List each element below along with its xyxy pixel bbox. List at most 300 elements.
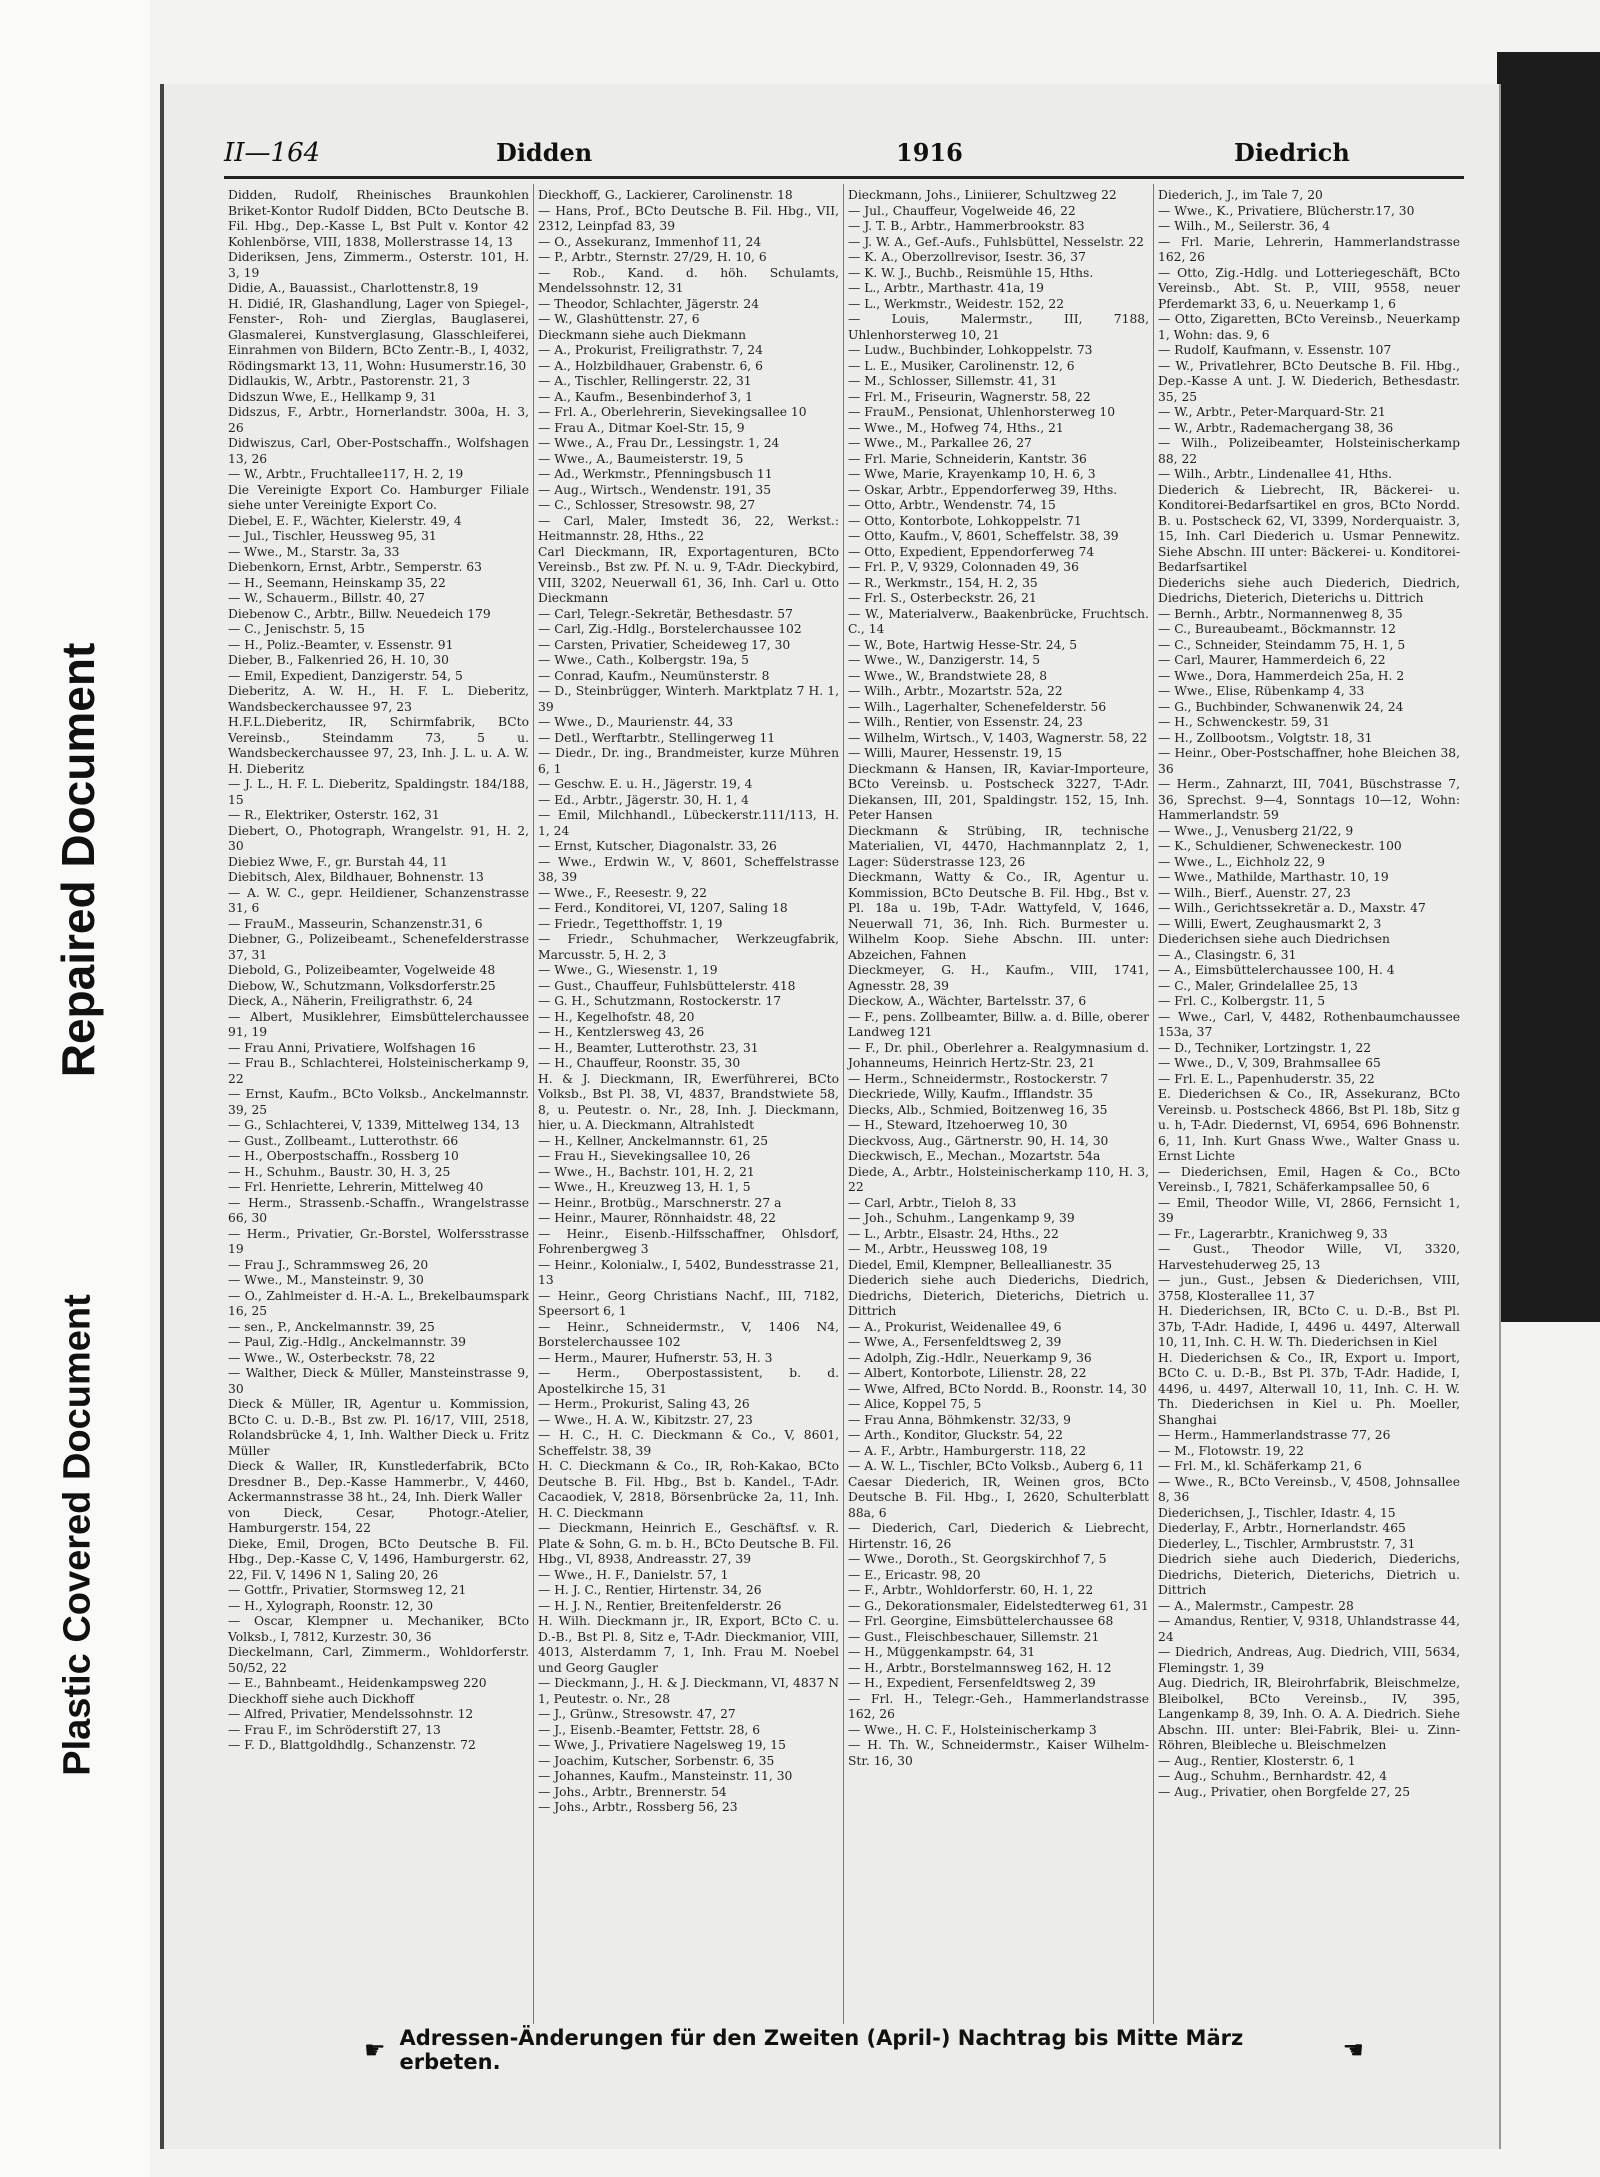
directory-entry: Didwiszus, Carl, Ober-Postschaffn., Wolfshagen 13, 26 [228,436,529,466]
directory-entry: Diedel, Emil, Klempner, Belleallianestr. 35 [848,1257,1113,1272]
directory-entry: — Carl, Maler, Imstedt 36, 22, Werkst.: Heitmannstr. 28, Hths., 22 [538,513,839,543]
directory-entry: Dieckmann siehe auch Diekmann [538,327,747,342]
directory-entry: — H., Müggenkampstr. 64, 31 [848,1645,1036,1659]
directory-entry: — Wwe., H., Bachstr. 101, H. 2, 21 [538,1164,755,1179]
directory-column-4 [1154,184,1464,2024]
directory-entry: — W., Materialverw., Baakenbrücke, Fruchtsch. C., 14 [848,606,1149,636]
directory-entry: — Wwe., H. F., Danielstr. 57, 1 [538,1567,729,1582]
directory-entry: — H., Beamter, Lutterothstr. 23, 31 [538,1040,759,1055]
directory-entry: — Wilh., Gerichtssekretär a. D., Maxstr. 47 [1158,901,1426,915]
directory-entry: — Carl, Maurer, Hammerdeich 6, 22 [1158,653,1386,667]
directory-entry: — Aug., Privatier, ohen Borgfelde 27, 25 [1158,1784,1411,1799]
directory-entry: — Carl, Arbtr., Tieloh 8, 33 [848,1195,1017,1210]
directory-entry: — A., Holzbildhauer, Grabenstr. 6, 6 [538,358,763,373]
directory-entry: H. Wilh. Dieckmann jr., IR, Export, BCto C. u. D.-B., Bst Pl. 8, Sitz e, T-Adr. Dieckmanior, VIII, 4013, Alsterdamm 7, 1, Inh. Frau M. Noebel und Georg Gaugler [538,1614,839,1675]
directory-entry: — Joachim, Kutscher, Sorbenstr. 6, 35 [538,1753,775,1768]
directory-entry: — Herm., Prokurist, Saling 43, 26 [538,1397,750,1411]
directory-entry: — Emil, Milchhandl., Lübeckerstr.111/113, H. 1, 24 [538,808,839,838]
directory-entry: Diebiez Wwe, F., gr. Burstah 44, 11 [228,854,448,869]
directory-entry: — Herm., Zahnarzt, III, 7041, Büschstrasse 7, 36, Sprechst. 9—4, Sonntags 10—12, Wohn: Hammerlandstr. 59 [1158,777,1460,822]
directory-entry: Dieckhoff, G., Lackierer, Carolinenstr. 18 [538,188,793,202]
directory-entry: — Dieckmann, J., H. & J. Dieckmann, VI, 4837 N 1, Peutestr. o. Nr., 28 [538,1676,839,1706]
directory-entry: — H. Th. W., Schneidermstr., Kaiser Wilhelm-Str. 16, 30 [848,1738,1149,1768]
directory-entry: — Wwe., M., Parkallee 26, 27 [848,436,1032,450]
directory-entry: — Herm., Privatier, Gr.-Borstel, Wolfersstrasse 19 [228,1226,529,1256]
directory-entry: Diebow, W., Schutzmann, Volksdorferstr.25 [228,978,496,993]
directory-entry: — Johannes, Kaufm., Mansteinstr. 11, 30 [538,1769,793,1783]
directory-entry: — G. H., Schutzmann, Rostockerstr. 17 [538,994,782,1008]
directory-entry: — Wwe., W., Danzigerstr. 14, 5 [848,653,1041,667]
directory-entry: — Frl. Marie, Lehrerin, Hammerlandstrasse 162, 26 [1158,234,1460,264]
footer-notice [364,2026,1364,2074]
directory-entry: — K. A., Oberzollrevisor, Isestr. 36, 37 [848,250,1086,264]
directory-entry: — H. C., H. C. Dieckmann & Co., V, 8601, Scheffelstr. 38, 39 [538,1428,839,1458]
directory-entry: — W., Schauerm., Billstr. 40, 27 [228,591,425,605]
directory-entry: Didie, A., Bauassist., Charlottenstr.8, 19 [228,281,479,295]
directory-entry: — FrauM., Pensionat, Uhlenhorsterweg 10 [848,405,1116,419]
directory-entry: — Wwe., H. A. W., Kibitzstr. 27, 23 [538,1412,753,1427]
directory-entry: — Wwe., M., Starstr. 3a, 33 [228,544,400,559]
directory-entry: — J. L., H. F. L. Dieberitz, Spaldingstr. 184/188, 15 [228,777,529,807]
directory-entry: Dieckhoff siehe auch Dickhoff [228,1691,415,1706]
directory-entry: Diebel, E. F., Wächter, Kielerstr. 49, 4 [228,513,462,528]
directory-entry: — G., Buchbinder, Schwanenwik 24, 24 [1158,699,1404,714]
directory-entry: — Herm., Hammerlandstrasse 77, 26 [1158,1428,1391,1442]
pointing-hand-left-icon: ☛ [364,2036,386,2064]
right-guide-word: Diedrich [1234,138,1350,167]
repaired-document-label: Repaired Document [52,642,104,1078]
directory-entry: Didlaukis, W., Arbtr., Pastorenstr. 21, 3 [228,374,471,388]
directory-entry: — Alice, Koppel 75, 5 [848,1397,982,1411]
directory-entry: — A., Prokurist, Freiligrathstr. 7, 24 [538,343,763,357]
directory-entry: — H., Oberpostschaffn., Rossberg 10 [228,1149,459,1163]
directory-entry: — Wilh., Arbtr., Mozartstr. 52a, 22 [848,684,1063,698]
directory-entry: — A., Eimsbüttelerchaussee 100, H. 4 [1158,963,1395,977]
directory-entry: — Otto, Kontorbote, Lohkoppelstr. 71 [848,513,1082,528]
page-reference: II—164 [224,138,321,168]
directory-entry: Dieckvoss, Aug., Gärtnerstr. 90, H. 14, 30 [848,1133,1109,1148]
directory-entry: Dieber, B., Falkenried 26, H. 10, 30 [228,653,449,667]
directory-entry: — FrauM., Masseurin, Schanzenstr.31, 6 [228,916,483,931]
directory-entry: — Otto, Expedient, Eppendorferweg 74 [848,544,1095,559]
directory-entry: Dieckmeyer, G. H., Kaufm., VIII, 1741, Agnesstr. 28, 39 [848,963,1149,993]
directory-entry: — Johs., Arbtr., Rossberg 56, 23 [538,1800,738,1814]
directory-entry: — Otto, Arbtr., Wendenstr. 74, 15 [848,498,1056,512]
directory-entry: — Oskar, Arbtr., Eppendorferweg 39, Hths. [848,482,1118,497]
directory-entry: — H., Expedient, Fersenfeldtsweg 2, 39 [848,1676,1096,1690]
directory-column-1 [224,184,534,2024]
directory-entry: — Herm., Schneidermstr., Rostockerstr. 7 [848,1071,1109,1086]
directory-entry: — Carsten, Privatier, Scheideweg 17, 30 [538,637,791,652]
sidebar [0,0,150,2177]
directory-entry: — Jul., Tischler, Heussweg 95, 31 [228,529,437,543]
directory-entry: — H., Zollbootsm., Volgtstr. 18, 31 [1158,730,1373,745]
directory-entry: — O., Zahlmeister d. H.-A. L., Brekelbaumspark 16, 25 [228,1288,529,1318]
directory-entry: — Heinr., Brotbüg., Marschnerstr. 27 a [538,1195,782,1210]
directory-entry: Diederichsen siehe auch Diedrichsen [1158,932,1390,946]
directory-entry: — C., Maler, Grindelallee 25, 13 [1158,978,1358,993]
directory-entry: — Friedr., Schuhmacher, Werkzeugfabrik, Marcusstr. 5, H. 2, 3 [538,932,839,962]
directory-entry: — Wwe., M., Mansteinstr. 9, 30 [228,1273,424,1287]
directory-entry: — Arth., Konditor, Gluckstr. 54, 22 [848,1428,1063,1442]
directory-entry: Carl Dieckmann, IR, Exportagenturen, BCto Vereinsb., Bst zw. Pf. N. u. 9, T-Adr. Dieckybird, VIII, 3202, Neuerwall 61, 36, Inh. Carl u. Otto Dieckmann [538,544,839,605]
directory-entry: Diebold, G., Polizeibeamter, Vogelweide 48 [228,963,496,977]
directory-entry: — D., Techniker, Lortzingstr. 1, 22 [1158,1040,1372,1055]
directory-entry: Didden, Rudolf, Rheinisches Braunkohlen Briket-Kontor Rudolf Didden, BCto Deutsche B. Fil. Hbg., Dep.-Kasse L, Bst Pult v. Kontor 42 Kohlenbörse, VIII, 1838, Mollerstrasse 14, 13 [228,188,529,249]
directory-entry: — Frl. E. L., Papenhuderstr. 35, 22 [1158,1071,1375,1086]
directory-entry: Diederichs siehe auch Diederich, Diedrich, Diedrichs, Dieterich, Dieterichs u. Dittrich [1158,575,1460,605]
directory-entry: — K., Schuldiener, Schweneckestr. 100 [1158,839,1402,853]
directory-entry: — Wwe., M., Hofweg 74, Hths., 21 [848,420,1064,435]
directory-entry: — Herm., Strassenb.-Schaffn., Wrangelstrasse 66, 30 [228,1195,529,1225]
directory-entry: — Wilhelm, Wirtsch., V, 1403, Wagnerstr. 58, 22 [848,730,1148,745]
directory-entry: E. Diederichsen & Co., IR, Assekuranz, BCto Vereinsb. u. Postscheck 4866, Bst Pl. 18b, Sitz g u. h, T-Adr. Diedernst, VI, 6954, 696 Bohnenstr. 6, 11, Inh. Kurt Gnass Wwe., Walter Gnass u. Ernst Lichte [1158,1087,1460,1163]
directory-entry: Dieck, A., Näherin, Freiligrathstr. 6, 24 [228,994,473,1008]
directory-entry: von Dieck, Cesar, Photogr.-Atelier, Hamburgerstr. 154, 22 [228,1505,529,1535]
directory-entry: — W., Arbtr., Peter-Marquard-Str. 21 [1158,405,1386,419]
directory-entry: — Diederichsen, Emil, Hagen & Co., BCto Vereinsb., I, 7821, Schäferkampsallee 50, 6 [1158,1164,1460,1194]
directory-entry: — Paul, Zig.-Hdlg., Anckelmannstr. 39 [228,1335,466,1349]
directory-entry: — Frl. M., Friseurin, Wagnerstr. 58, 22 [848,389,1091,404]
directory-entry: — A. F., Arbtr., Hamburgerstr. 118, 22 [848,1443,1087,1458]
directory-entry: — E., Bahnbeamt., Heidenkampsweg 220 [228,1676,487,1690]
directory-entry: — Rudolf, Kaufmann, v. Essenstr. 107 [1158,343,1392,357]
directory-entry: — Diedrich, Andreas, Aug. Diedrich, VIII, 5634, Flemingstr. 1, 39 [1158,1645,1460,1675]
directory-entry: Diederich & Liebrecht, IR, Bäckerei- u. Konditorei-Bedarfsartikel en gros, BCto Nordd. B. u. Postscheck 62, VI, 3399, Norderquaistr. 3, 15, Inh. Carl Diederich u. Usmar Pennewitz. Siehe Abschn. III unter: Bäckerei- u. Konditorei-Bedarfsartikel [1158,482,1460,574]
directory-entry: — J. W. A., Gef.-Aufs., Fuhlsbüttel, Nesselstr. 22 [848,234,1145,249]
directory-entry: H. Diederichsen & Co., IR, Export u. Import, BCto C. u. D.-B., Bst Pl. 37b, T-Adr. Hadide, I, 4496, u. 4497, Alterwall 10, 11, Inh. C. H. W. Th. Diederichsen in Kiel u. Ph. Moeller, Shanghai [1158,1350,1460,1427]
directory-entry: — H., Seemann, Heinskamp 35, 22 [228,575,446,590]
directory-entry: Diederich, J., im Tale 7, 20 [1158,188,1323,202]
directory-entry: — Wwe, Marie, Krayenkamp 10, H. 6, 3 [848,467,1096,481]
directory-entry: — Joh., Schuhm., Langenkamp 9, 39 [848,1211,1075,1225]
directory-entry: — Frau A., Ditmar Koel-Str. 15, 9 [538,420,745,435]
directory-entry: — H. J. C., Rentier, Hirtenstr. 34, 26 [538,1583,762,1597]
directory-entry: H. C. Dieckmann & Co., IR, Roh-Kakao, BCto Deutsche B. Fil. Hbg., Bst b. Kandel., T-Adr. Cacaodiek, V, 2818, Börsenbrücke 2a, 11, Inh. H. C. Dieckmann [538,1459,839,1520]
directory-entry: — Gust., Theodor Wille, VI, 3320, Harvestehuderweg 25, 13 [1158,1242,1460,1272]
directory-entry: Dieck & Müller, IR, Agentur u. Kommission, BCto C. u. D.-B., Bst zw. Pl. 16/17, VIII, 2518, Rolandsbrücke 4, 1, Inh. Walther Dieck u. Fritz Müller [228,1397,529,1458]
directory-entry: — Wwe., H., Kreuzweg 13, H. 1, 5 [538,1180,751,1194]
directory-entry: — W., Glashüttenstr. 27, 6 [538,312,700,326]
directory-entry: — Wwe., J., Venusberg 21/22, 9 [1158,823,1354,838]
directory-entry: — Friedr., Tegetthoffstr. 1, 19 [538,916,723,931]
directory-entry: — Wwe., D., V, 309, Brahmsallee 65 [1158,1056,1381,1070]
directory-entry: — M., Arbtr., Heussweg 108, 19 [848,1242,1048,1256]
directory-entry: — Emil, Expedient, Danzigerstr. 54, 5 [228,668,463,683]
left-guide-word: Didden [496,138,593,167]
directory-entry: Diebitsch, Alex, Bildhauer, Bohnenstr. 13 [228,870,484,884]
directory-entry: — Emil, Theodor Wille, VI, 2866, Fernsicht 1, 39 [1158,1195,1460,1225]
directory-entry: — O., Assekuranz, Immenhof 11, 24 [538,234,762,249]
directory-entry: Dieck & Waller, IR, Kunstlederfabrik, BCto Dresdner B., Dep.-Kasse Hammerbr., V, 4460, Ackermannstrasse 38 ht., 24, Inh. Dierk Waller [228,1459,529,1504]
directory-entry: — Aug., Schuhm., Bernhardstr. 42, 4 [1158,1769,1388,1783]
directory-entry: Diebenkorn, Ernst, Arbtr., Semperstr. 63 [228,560,482,574]
directory-entry: Die Vereinigte Export Co. Hamburger Filiale siehe unter Vereinigte Export Co. [228,482,529,512]
directory-entry: — Wilh., Rentier, von Essenstr. 24, 23 [848,715,1083,729]
page-header [224,138,1464,172]
directory-entry: — Willi, Maurer, Hessenstr. 19, 15 [848,746,1063,760]
directory-entry: Diebenow C., Arbtr., Billw. Neuedeich 179 [228,606,491,621]
directory-entry: — C., Schneider, Steindamm 75, H. 1, 5 [1158,637,1406,652]
directory-entry: — Aug., Rentier, Klosterstr. 6, 1 [1158,1753,1356,1768]
directory-entry: — G., Dekorationsmaler, Eidelstedterweg 61, 31 [848,1598,1149,1613]
directory-entry: — Wwe., A., Frau Dr., Lessingstr. 1, 24 [538,436,780,450]
directory-entry: — Wwe., F., Reesestr. 9, 22 [538,885,708,900]
directory-entry: — A. W. L., Tischler, BCto Volksb., Auberg 6, 11 [848,1459,1145,1473]
directory-entry: — Wwe., Cath., Kolbergstr. 19a, 5 [538,653,750,667]
directory-entry: — Frl. M., kl. Schäferkamp 21, 6 [1158,1459,1362,1473]
directory-entry: — Diederich, Carl, Diederich & Liebrecht, Hirtenstr. 16, 26 [848,1521,1149,1551]
directory-entry: — Carl, Zig.-Hdlg., Borstelerchaussee 102 [538,622,802,636]
directory-entry: — L., Werkmstr., Weidestr. 152, 22 [848,296,1065,311]
directory-entry: — A., Clasingstr. 6, 31 [1158,947,1297,962]
directory-entry: Diecks, Alb., Schmied, Boitzenweg 16, 35 [848,1102,1108,1117]
directory-entry: — Wilh., Lagerhalter, Schenefelderstr. 56 [848,699,1107,714]
directory-columns [224,184,1464,2024]
directory-entry: — A., Prokurist, Weidenallee 49, 6 [848,1319,1062,1334]
directory-entry: — Herm., Maurer, Hufnerstr. 53, H. 3 [538,1350,773,1365]
directory-entry: — J. T. B., Arbtr., Hammerbrookstr. 83 [848,219,1085,233]
directory-entry: — W., Privatlehrer, BCto Deutsche B. Fil. Hbg., Dep.-Kasse A unt. J. W. Diederich, Bethesdastr. 35, 25 [1158,358,1460,404]
pointing-hand-right-icon: ☚ [1342,2036,1364,2064]
directory-entry: — Frl. P., V, 9329, Colonnaden 49, 36 [848,560,1079,574]
directory-entry: Dieckmann, Johs., Liniierer, Schultzweg 22 [848,188,1117,202]
directory-entry: — Alfred, Privatier, Mendelssohnstr. 12 [228,1707,474,1721]
directory-entry: — A. W. C., gepr. Heildiener, Schanzenstrasse 31, 6 [228,885,529,915]
directory-entry: — Wwe., A., Baumeisterstr. 19, 5 [538,451,744,466]
directory-entry: — K. W. J., Buchb., Reismühle 15, Hths. [848,265,1094,280]
directory-entry: Dieckow, A., Wächter, Bartelsstr. 37, 6 [848,994,1087,1008]
directory-entry: — F. D., Blattgoldhdlg., Schanzenstr. 72 [228,1738,476,1752]
directory-entry: — Detl., Werftarbtr., Stellingerweg 11 [538,730,776,745]
directory-entry: — M., Flotowstr. 19, 22 [1158,1443,1304,1458]
directory-entry: — Frl. H., Telegr.-Geh., Hammerlandstrasse 162, 26 [848,1691,1149,1721]
directory-entry: — Ad., Werkmstr., Pfenningsbusch 11 [538,467,773,481]
directory-entry: — Amandus, Rentier, V, 9318, Uhlandstrasse 44, 24 [1158,1614,1460,1644]
directory-entry: — Gust., Chauffeur, Fuhlsbüttelerstr. 418 [538,978,796,993]
directory-entry: — F., pens. Zollbeamter, Billw. a. d. Bille, oberer Landweg 121 [848,1009,1149,1039]
directory-entry: Dieckmann, Watty & Co., IR, Agentur u. Kommission, BCto Deutsche B. Fil. Hbg., Bst v. Pl. 18a u. 19b, T-Adr. Wattyfeld, V, 1646, Neuerwall 71, 36, Inh. Rich. Burmester u. Wilhelm Koop. Siehe Abschn. III. unter: Abzeichen, Fahnen [848,870,1149,962]
directory-entry: Diebner, G., Polizeibeamt., Schenefelderstrasse 37, 31 [228,932,529,962]
directory-entry: — Wwe., Erdwin W., V, 8601, Scheffelstrasse 38, 39 [538,854,839,884]
year: 1916 [896,138,963,167]
directory-entry: — Frau H., Sievekingsallee 10, 26 [538,1149,751,1163]
directory-column-3 [844,184,1154,2024]
directory-entry: — A., Tischler, Rellingerstr. 22, 31 [538,374,752,388]
directory-entry: H. Didié, IR, Glashandlung, Lager von Spiegel-, Fenster-, Roh- und Zierglas, Bauglaserei, Glasmalerei, Kunstverglasung, Glasschleiferei, Einrahmen von Bildern, BCto Zentr.-B., I, 4032, Rödingsmarkt 13, 11, Wohn: Husumerstr.16, 30 [228,296,529,373]
directory-entry: — Dieckmann, Heinrich E., Geschäftsf. v. R. Plate & Sohn, G. m. b. H., BCto Deutsche B. Fil. Hbg., VI, 8938, Andreasstr. 27, 39 [538,1521,839,1566]
directory-entry: — Louis, Malermstr., III, 7188, Uhlenhorsterweg 10, 21 [848,312,1149,342]
directory-entry: — Frl. A., Oberlehrerin, Sievekingsallee 10 [538,405,807,419]
directory-entry: — Wwe., W., Osterbeckstr. 78, 22 [228,1350,436,1365]
directory-entry: — Otto, Kaufm., V, 8601, Scheffelstr. 38, 39 [848,529,1119,543]
directory-entry: — Gust., Fleischbeschauer, Sillemstr. 21 [848,1629,1100,1644]
directory-entry: — Wwe, Alfred, BCto Nordd. B., Roonstr. 14, 30 [848,1381,1147,1396]
directory-entry: — Frau F., im Schröderstift 27, 13 [228,1722,441,1737]
directory-entry: — Carl, Telegr.-Sekretär, Bethesdastr. 57 [538,606,793,621]
directory-entry: — Ernst, Kutscher, Diagonalstr. 33, 26 [538,839,777,853]
directory-entry: — C., Schlosser, Stresowstr. 98, 27 [538,498,756,512]
directory-entry: — M., Schlosser, Sillemstr. 41, 31 [848,374,1058,388]
directory-entry: — Frau B., Schlachterei, Holsteinischerkamp 9, 22 [228,1056,529,1086]
plastic-covered-document-label: Plastic Covered Document [56,1294,99,1776]
directory-entry: Dieckmann & Hansen, IR, Kaviar-Importeure, BCto Vereinsb. u. Postscheck 3227, T-Adr. Diekansen, III, 201, Spaldingstr. 152, 15, Inh. Peter Hansen [848,761,1149,822]
directory-entry: — C., Jenischstr. 5, 15 [228,622,365,636]
directory-entry: — H., Kentzlersweg 43, 26 [538,1025,705,1039]
directory-entry: — Heinr., Maurer, Rönnhaidstr. 48, 22 [538,1211,776,1225]
directory-entry: — Hans, Prof., BCto Deutsche B. Fil. Hbg., VII, 2312, Leinpfad 83, 39 [538,203,839,233]
directory-entry: — Heinr., Georg Christians Nachf., III, 7182, Speersort 6, 1 [538,1288,839,1318]
directory-entry: — Wwe., Mathilde, Marthastr. 10, 19 [1158,870,1389,884]
directory-entry: Didszun Wwe, E., Hellkamp 9, 31 [228,389,437,404]
directory-entry: — C., Bureaubeamt., Böckmannstr. 12 [1158,622,1396,636]
directory-entry: — Wwe, J., Privatiere Nagelsweg 19, 15 [538,1738,786,1752]
directory-entry: — Frau J., Schrammsweg 26, 20 [228,1257,429,1272]
directory-entry: — H., Chauffeur, Roonstr. 35, 30 [538,1056,741,1070]
directory-entry: — J., Grünw., Stresowstr. 47, 27 [538,1707,736,1721]
directory-entry: — L. E., Musiker, Carolinenstr. 12, 6 [848,358,1075,373]
directory-entry: Dieke, Emil, Drogen, BCto Deutsche B. Fil. Hbg., Dep.-Kasse C, V, 1496, Hamburgerstr. 62, 22, Fil. V, 1496 N 1, Saling 20, 26 [228,1536,529,1582]
directory-entry: — H., Kegelhofstr. 48, 20 [538,1009,695,1024]
directory-entry: — D., Steinbrügger, Winterh. Marktplatz 7 H. 1, 39 [538,684,839,714]
directory-entry: — Heinr., Ober-Postschaffner, hohe Bleichen 38, 36 [1158,746,1460,776]
directory-entry: — Walther, Dieck & Müller, Mansteinstrasse 9, 30 [228,1366,529,1396]
directory-entry: — Frau Anni, Privatiere, Wolfshagen 16 [228,1040,476,1055]
directory-entry: — W., Bote, Hartwig Hesse-Str. 24, 5 [848,637,1078,652]
directory-entry: Dieckmann & Strübing, IR, technische Materialien, VI, 4470, Hachmannplatz 2, 1, Lager: Süderstrasse 123, 26 [848,823,1149,869]
directory-entry: — Willi, Ewert, Zeughausmarkt 2, 3 [1158,916,1382,931]
directory-entry: — W., Arbtr., Rademachergang 38, 36 [1158,420,1394,435]
directory-entry: H.F.L.Dieberitz, IR, Schirmfabrik, BCto Vereinsb., Steindamm 73, 5 u. Wandsbeckerchaussee 97, 23, Inh. J. L. u. A. W. H. Dieberitz [228,715,529,776]
directory-entry: — Wwe., Doroth., St. Georgskirchhof 7, 5 [848,1552,1107,1566]
directory-entry: — Ludw., Buchbinder, Lohkoppelstr. 73 [848,343,1093,357]
directory-entry: — Gottfr., Privatier, Stormsweg 12, 21 [228,1583,467,1597]
directory-entry: — H., Schuhm., Baustr. 30, H. 3, 25 [228,1164,451,1179]
directory-entry: — H., Kellner, Anckelmannstr. 61, 25 [538,1133,769,1148]
directory-entry: — Otto, Zig.-Hdlg. und Lotteriegeschäft, BCto Vereinsb., Abt. St. P., VIII, 9558, neuer Pferdemarkt 33, 6, u. Neuerkamp 1, 6 [1158,265,1460,311]
directory-entry: Dieckwisch, E., Mechan., Mozartstr. 54a [848,1149,1101,1163]
directory-entry: — F., Dr. phil., Oberlehrer a. Realgymnasium d. Johanneums, Heinrich Hertz-Str. 23, 21 [848,1040,1149,1070]
directory-entry: — L., Arbtr., Elsastr. 24, Hths., 22 [848,1226,1059,1241]
scan-edge-bar [1497,52,1600,1322]
directory-entry: — Frl. C., Kolbergstr. 11, 5 [1158,994,1326,1008]
directory-entry: — Wwe., Dora, Hammerdeich 25a, H. 2 [1158,668,1405,683]
directory-entry: — H., Schwenckestr. 59, 31 [1158,715,1330,729]
directory-entry: — Oscar, Klempner u. Mechaniker, BCto Volksb., I, 7812, Kurzestr. 30, 36 [228,1614,529,1644]
directory-entry: Diederley, L., Tischler, Armbruststr. 7, 31 [1158,1536,1416,1551]
directory-entry: — Wwe., D., Maurienstr. 44, 33 [538,715,734,729]
directory-column-2 [534,184,844,2024]
directory-entry: — Heinr., Eisenb.-Hilfsschaffner, Ohlsdorf, Fohrenbergweg 3 [538,1226,839,1256]
directory-entry: — G., Schlachterei, V, 1339, Mittelweg 134, 13 [228,1118,520,1132]
header-rule [224,176,1464,179]
directory-entry: — P., Arbtr., Sternstr. 27/29, H. 10, 6 [538,250,767,264]
directory-entry: — Wwe., R., BCto Vereinsb., V, 4508, Johnsallee 8, 36 [1158,1474,1460,1504]
directory-entry: — Wilh., Bierf., Auenstr. 27, 23 [1158,885,1351,900]
footer-notice-text: Adressen-Änderungen für den Zweiten (April-) Nachtrag bis Mitte März erbeten. [399,2026,1244,2074]
directory-entry: — Albert, Musiklehrer, Eimsbüttelerchaussee 91, 19 [228,1009,529,1039]
directory-entry: — Wwe., W., Brandstwiete 28, 8 [848,668,1048,683]
directory-entry: Diede, A., Arbtr., Holsteinischerkamp 110, H. 3, 22 [848,1164,1149,1194]
directory-entry: — Diedr., Dr. ing., Brandmeister, kurze Mühren 6, 1 [538,746,839,776]
directory-entry: Aug. Diedrich, IR, Bleirohrfabrik, Bleischmelze, Bleibolkel, BCto Vereinsb., IV, 395, Langenkamp 8, 39, Inh. O. A. A. Diedrich. Siehe Abschn. III. unter: Blei-Fabrik, Blei- u. Zinn-Röhren, Bleibleche u. Bleischmelzen [1158,1676,1460,1752]
directory-entry: Dieberitz, A. W. H., H. F. L. Dieberitz, Wandsbeckerchaussee 97, 23 [228,684,529,714]
directory-entry: — R., Elektriker, Osterstr. 162, 31 [228,808,440,822]
directory-entry: — L., Arbtr., Marthastr. 41a, 19 [848,281,1044,295]
directory-entry: — Conrad, Kaufm., Neumünsterstr. 8 [538,668,770,683]
directory-entry: — Theodor, Schlachter, Jägerstr. 24 [538,296,760,311]
directory-entry: Diederichsen, J., Tischler, Idastr. 4, 15 [1158,1505,1396,1520]
directory-entry: — Jul., Chauffeur, Vogelweide 46, 22 [848,203,1076,218]
directory-entry: — J., Eisenb.-Beamter, Fettstr. 28, 6 [538,1722,761,1737]
directory-entry: — Ferd., Konditorei, VI, 1207, Saling 18 [538,901,788,915]
directory-entry: — Otto, Zigaretten, BCto Vereinsb., Neuerkamp 1, Wohn: das. 9, 6 [1158,312,1460,342]
directory-entry: — Frl. S., Osterbeckstr. 26, 21 [848,591,1037,605]
directory-entry: — Heinr., Schneidermstr., V, 1406 N4, Borstelerchaussee 102 [538,1319,839,1349]
directory-entry: — Ed., Arbtr., Jägerstr. 30, H. 1, 4 [538,792,749,807]
directory-entry: — Rob., Kand. d. höh. Schulamts, Mendelssohnstr. 12, 31 [538,265,839,295]
directory-entry: Dieckelmann, Carl, Zimmerm., Wohldorferstr. 50/52, 22 [228,1645,529,1675]
directory-entry: — Johs., Arbtr., Brennerstr. 54 [538,1784,727,1799]
directory-entry: — Wwe., Carl, V, 4482, Rothenbaumchaussee 153a, 37 [1158,1009,1460,1039]
directory-entry: Didszus, F., Arbtr., Hornerlandstr. 300a, H. 3, 26 [228,405,529,435]
directory-entry: — Ernst, Kaufm., BCto Volksb., Anckelmannstr. 39, 25 [228,1087,529,1117]
directory-entry: — Wwe, A., Fersenfeldtsweg 2, 39 [848,1335,1062,1349]
directory-entry: — Herm., Oberpostassistent, b. d. Apostelkirche 15, 31 [538,1366,839,1396]
directory-entry: — Gust., Zollbeamt., Lutterothstr. 66 [228,1133,459,1148]
directory-entry: — Wwe., L., Eichholz 22, 9 [1158,854,1325,869]
directory-entry: — Wwe., G., Wiesenstr. 1, 19 [538,963,718,977]
directory-entry: — A., Kaufm., Besenbinderhof 3, 1 [538,389,754,404]
directory-entry: Diedrich siehe auch Diederich, Diederichs, Diedrichs, Dieterich, Dieterichs, Dietrich u. Dittrich [1158,1552,1460,1597]
directory-entry: Diebert, O., Photograph, Wrangelstr. 91, H. 2, 30 [228,823,529,853]
directory-entry: Dieckriede, Willy, Kaufm., Ifflandstr. 35 [848,1087,1094,1101]
directory-entry: — H. J. N., Rentier, Breitenfelderstr. 26 [538,1598,782,1613]
directory-entry: — Frl. Georgine, Eimsbüttelerchaussee 68 [848,1614,1114,1628]
directory-entry: — E., Ericastr. 98, 20 [848,1567,981,1582]
directory-entry: Caesar Diederich, IR, Weinen gros, BCto Deutsche B. Fil. Hbg., I, 2620, Schulterblatt 88a, 6 [848,1474,1149,1520]
directory-page [160,84,1499,2149]
directory-entry: Diederich siehe auch Diederichs, Diedrich, Diedrichs, Dieterich, Dieterichs, Dietrich u. Dittrich [848,1273,1149,1318]
directory-entry: — Frau Anna, Böhmkenstr. 32/33, 9 [848,1412,1071,1427]
directory-entry: — H., Arbtr., Borstelmannsweg 162, H. 12 [848,1660,1112,1675]
directory-entry: — Wwe., H. C. F., Holsteinischerkamp 3 [848,1722,1097,1737]
directory-entry: — Frl. Marie, Schneiderin, Kantstr. 36 [848,451,1087,466]
directory-entry: — Wilh., Arbtr., Lindenallee 41, Hths. [1158,467,1392,481]
directory-entry: — H., Poliz.-Beamter, v. Essenstr. 91 [228,637,454,652]
directory-entry: — Wilh., M., Seilerstr. 36, 4 [1158,219,1331,233]
directory-entry: — Frl. Henriette, Lehrerin, Mittelweg 40 [228,1180,484,1194]
directory-entry: Diederlay, F., Arbtr., Hornerlandstr. 465 [1158,1521,1406,1535]
directory-entry: — sen., P., Anckelmannstr. 39, 25 [228,1319,435,1334]
directory-entry: H. Diederichsen, IR, BCto C. u. D.-B., Bst Pl. 37b, T-Adr. Hadide, I, 4496 u. 4497, Alterwall 10, 11, Inh. C. H. W. Th. Diederichsen in Kiel [1158,1304,1460,1349]
directory-entry: — H., Xylograph, Roonstr. 12, 30 [228,1598,434,1613]
directory-entry: — Heinr., Kolonialw., I, 5402, Bundesstrasse 21, 13 [538,1257,839,1287]
directory-entry: — R., Werkmstr., 154, H. 2, 35 [848,575,1038,590]
directory-entry: — H., Steward, Itzehoerweg 10, 30 [848,1118,1068,1132]
directory-entry: — Wwe., K., Privatiere, Blücherstr.17, 30 [1158,203,1415,218]
directory-entry: — Albert, Kontorbote, Lilienstr. 28, 22 [848,1366,1087,1380]
directory-entry: — Wilh., Polizeibeamter, Holsteinischerkamp 88, 22 [1158,436,1460,466]
directory-entry: — Fr., Lagerarbtr., Kranichweg 9, 33 [1158,1226,1388,1241]
directory-entry: — Bernh., Arbtr., Normannenweg 8, 35 [1158,606,1403,621]
directory-entry: — jun., Gust., Jebsen & Diederichsen, VIII, 3758, Klosterallee 11, 37 [1158,1273,1460,1303]
directory-entry: — W., Arbtr., Fruchtallee117, H. 2, 19 [228,467,464,481]
directory-entry: — Wwe., Elise, Rübenkamp 4, 33 [1158,684,1365,698]
directory-entry: — Geschw. E. u. H., Jägerstr. 19, 4 [538,777,753,791]
directory-entry: — Aug., Wirtsch., Wendenstr. 191, 35 [538,482,772,497]
directory-entry: — A., Malermstr., Campestr. 28 [1158,1598,1354,1613]
